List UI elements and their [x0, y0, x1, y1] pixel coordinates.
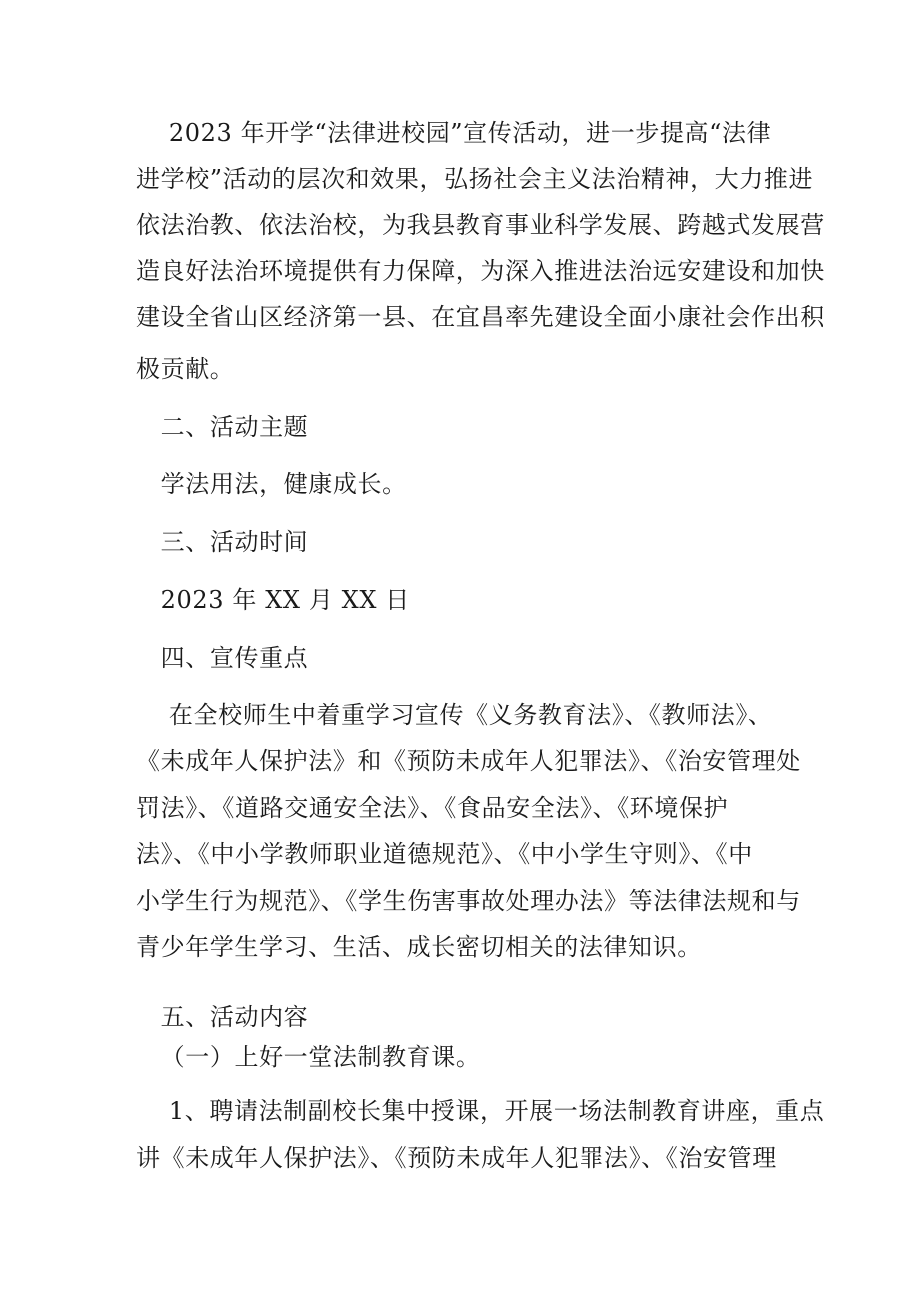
paragraph-focus-line-2: 《未成年人保护法》和《预防未成年人犯罪法》、《治安管理处: [136, 747, 801, 775]
section-heading-theme: 二、活动主题: [136, 413, 309, 441]
paragraph-intro-line-6: 极贡献。: [136, 355, 235, 383]
paragraph-focus-line-5: 小学生行为规范》、《学生伤害事故处理办法》等法律法规和与: [136, 887, 801, 915]
paragraph-intro-line-3: 依法治教、依法治校，为我县教育事业科学发展、跨越式发展营: [136, 211, 825, 239]
paragraph-content-line-1: 1、聘请法制副校长集中授课，开展一场法制教育讲座，重点: [136, 1097, 825, 1125]
paragraph-focus-line-1: 在全校师生中着重学习宣传《义务教育法》、《教师法》、: [136, 701, 773, 729]
theme-text: 学法用法，健康成长。: [136, 470, 407, 498]
paragraph-intro-line-4: 造良好法治环境提供有力保障，为深入推进法治远安建设和加快: [136, 257, 825, 285]
paragraph-content-line-2: 讲《未成年人保护法》、《预防未成年人犯罪法》、《治安管理: [136, 1144, 777, 1172]
paragraph-intro-line-1: 2023 年开学“法律进校园”宣传活动，进一步提高“法律: [136, 119, 772, 147]
paragraph-focus-line-4: 法》、《中小学教师职业道德规范》、《中小学生守则》、《中: [136, 840, 753, 868]
time-text: 2023 年 XX 月 XX 日: [136, 586, 410, 614]
paragraph-focus-line-6: 青少年学生学习、生活、成长密切相关的法律知识。: [136, 933, 702, 961]
paragraph-intro-line-2: 进学校”活动的层次和效果，弘扬社会主义法治精神，大力推进: [136, 165, 814, 193]
section-heading-time: 三、活动时间: [136, 528, 309, 556]
subsection-heading-1: （一）上好一堂法制教育课。: [136, 1043, 481, 1071]
paragraph-intro-line-5: 建设全省山区经济第一县、在宜昌率先建设全面小康社会作出积: [136, 303, 825, 331]
section-heading-content: 五、活动内容: [136, 1003, 309, 1031]
paragraph-focus-line-3: 罚法》、《道路交通安全法》、《食品安全法》、《环境保护: [136, 794, 729, 822]
section-heading-focus: 四、宣传重点: [136, 644, 309, 672]
